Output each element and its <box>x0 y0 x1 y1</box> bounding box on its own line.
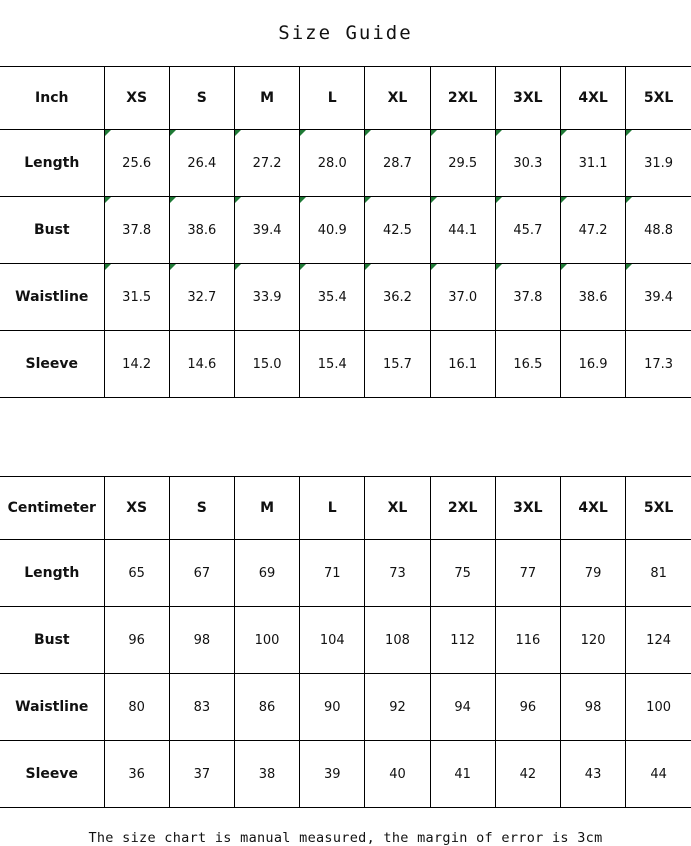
cell-waistline-2xl: 94 <box>430 674 495 741</box>
cell-sleeve-5xl: 17.3 <box>626 331 691 398</box>
cell-waistline-xs: 31.5 <box>104 264 169 331</box>
unit-label: Inch <box>0 67 104 130</box>
size-header-2xl: 2XL <box>430 67 495 130</box>
cell-sleeve-xl: 15.7 <box>365 331 430 398</box>
cell-length-4xl: 31.1 <box>560 130 625 197</box>
cell-bust-l: 104 <box>300 607 365 674</box>
unit-label: Centimeter <box>0 477 104 540</box>
size-header-m: M <box>234 477 299 540</box>
disclaimer-text: The size chart is manual measured, the margin of error is 3cm <box>88 830 603 846</box>
cell-length-xl: 28.7 <box>365 130 430 197</box>
row-label-waistline: Waistline <box>0 264 104 331</box>
table-row <box>0 264 691 331</box>
cell-bust-5xl: 48.8 <box>626 197 691 264</box>
size-header-l: L <box>300 477 365 540</box>
cell-sleeve-s: 14.6 <box>169 331 234 398</box>
cell-length-m: 27.2 <box>234 130 299 197</box>
cell-bust-xl: 42.5 <box>365 197 430 264</box>
table-separator <box>0 398 691 476</box>
cell-sleeve-2xl: 16.1 <box>430 331 495 398</box>
cell-waistline-s: 32.7 <box>169 264 234 331</box>
cell-waistline-4xl: 98 <box>560 674 625 741</box>
cell-bust-s: 38.6 <box>169 197 234 264</box>
cell-bust-4xl: 47.2 <box>560 197 625 264</box>
cell-bust-2xl: 44.1 <box>430 197 495 264</box>
size-header-xs: XS <box>104 477 169 540</box>
cell-waistline-3xl: 96 <box>495 674 560 741</box>
cell-bust-3xl: 116 <box>495 607 560 674</box>
size-header-3xl: 3XL <box>495 67 560 130</box>
cell-bust-m: 39.4 <box>234 197 299 264</box>
cell-bust-5xl: 124 <box>626 607 691 674</box>
cell-waistline-5xl: 100 <box>626 674 691 741</box>
cell-length-3xl: 77 <box>495 540 560 607</box>
cell-sleeve-3xl: 16.5 <box>495 331 560 398</box>
table-row <box>0 540 691 607</box>
cell-waistline-xl: 36.2 <box>365 264 430 331</box>
cell-bust-m: 100 <box>234 607 299 674</box>
cell-length-3xl: 30.3 <box>495 130 560 197</box>
cell-sleeve-5xl: 44 <box>626 741 691 808</box>
cell-waistline-4xl: 38.6 <box>560 264 625 331</box>
table-row <box>0 197 691 264</box>
cell-waistline-xs: 80 <box>104 674 169 741</box>
cell-length-s: 67 <box>169 540 234 607</box>
centimeter-size-table <box>0 476 691 808</box>
cell-sleeve-4xl: 43 <box>560 741 625 808</box>
cell-bust-xs: 96 <box>104 607 169 674</box>
cell-waistline-l: 90 <box>300 674 365 741</box>
size-header-5xl: 5XL <box>626 477 691 540</box>
size-header-m: M <box>234 67 299 130</box>
cell-waistline-2xl: 37.0 <box>430 264 495 331</box>
table-row <box>0 674 691 741</box>
cell-length-l: 71 <box>300 540 365 607</box>
table-row <box>0 741 691 808</box>
cell-length-xs: 65 <box>104 540 169 607</box>
cell-sleeve-xs: 14.2 <box>104 331 169 398</box>
size-header-s: S <box>169 477 234 540</box>
cell-length-2xl: 29.5 <box>430 130 495 197</box>
size-header-l: L <box>300 67 365 130</box>
row-label-waistline: Waistline <box>0 674 104 741</box>
size-header-xl: XL <box>365 477 430 540</box>
cell-length-s: 26.4 <box>169 130 234 197</box>
cell-sleeve-xl: 40 <box>365 741 430 808</box>
cell-bust-4xl: 120 <box>560 607 625 674</box>
cell-waistline-m: 86 <box>234 674 299 741</box>
cell-sleeve-xs: 36 <box>104 741 169 808</box>
table-row <box>0 607 691 674</box>
size-header-xs: XS <box>104 67 169 130</box>
cell-waistline-xl: 92 <box>365 674 430 741</box>
cell-bust-l: 40.9 <box>300 197 365 264</box>
cell-length-2xl: 75 <box>430 540 495 607</box>
row-label-length: Length <box>0 540 104 607</box>
row-label-bust: Bust <box>0 607 104 674</box>
cell-waistline-m: 33.9 <box>234 264 299 331</box>
cell-length-4xl: 79 <box>560 540 625 607</box>
cell-length-l: 28.0 <box>300 130 365 197</box>
cell-length-5xl: 81 <box>626 540 691 607</box>
cell-sleeve-l: 15.4 <box>300 331 365 398</box>
cell-sleeve-3xl: 42 <box>495 741 560 808</box>
size-header-3xl: 3XL <box>495 477 560 540</box>
cell-bust-xs: 37.8 <box>104 197 169 264</box>
cell-bust-xl: 108 <box>365 607 430 674</box>
size-header-2xl: 2XL <box>430 477 495 540</box>
cell-sleeve-4xl: 16.9 <box>560 331 625 398</box>
size-header-4xl: 4XL <box>560 477 625 540</box>
cell-bust-s: 98 <box>169 607 234 674</box>
table-row <box>0 331 691 398</box>
cell-waistline-3xl: 37.8 <box>495 264 560 331</box>
row-label-sleeve: Sleeve <box>0 331 104 398</box>
cell-bust-3xl: 45.7 <box>495 197 560 264</box>
row-label-bust: Bust <box>0 197 104 264</box>
cell-sleeve-s: 37 <box>169 741 234 808</box>
cell-length-m: 69 <box>234 540 299 607</box>
row-label-sleeve: Sleeve <box>0 741 104 808</box>
size-header-5xl: 5XL <box>626 67 691 130</box>
cell-waistline-l: 35.4 <box>300 264 365 331</box>
size-header-s: S <box>169 67 234 130</box>
cell-sleeve-m: 15.0 <box>234 331 299 398</box>
row-label-length: Length <box>0 130 104 197</box>
cell-bust-2xl: 112 <box>430 607 495 674</box>
size-header-4xl: 4XL <box>560 67 625 130</box>
cell-sleeve-l: 39 <box>300 741 365 808</box>
table-header-row <box>0 477 691 540</box>
cell-length-5xl: 31.9 <box>626 130 691 197</box>
table-row <box>0 130 691 197</box>
cell-length-xl: 73 <box>365 540 430 607</box>
cell-waistline-5xl: 39.4 <box>626 264 691 331</box>
page-title: Size Guide <box>278 22 413 44</box>
size-header-xl: XL <box>365 67 430 130</box>
cell-sleeve-2xl: 41 <box>430 741 495 808</box>
cell-sleeve-m: 38 <box>234 741 299 808</box>
cell-length-xs: 25.6 <box>104 130 169 197</box>
cell-waistline-s: 83 <box>169 674 234 741</box>
table-header-row <box>0 67 691 130</box>
inch-size-table <box>0 66 691 398</box>
